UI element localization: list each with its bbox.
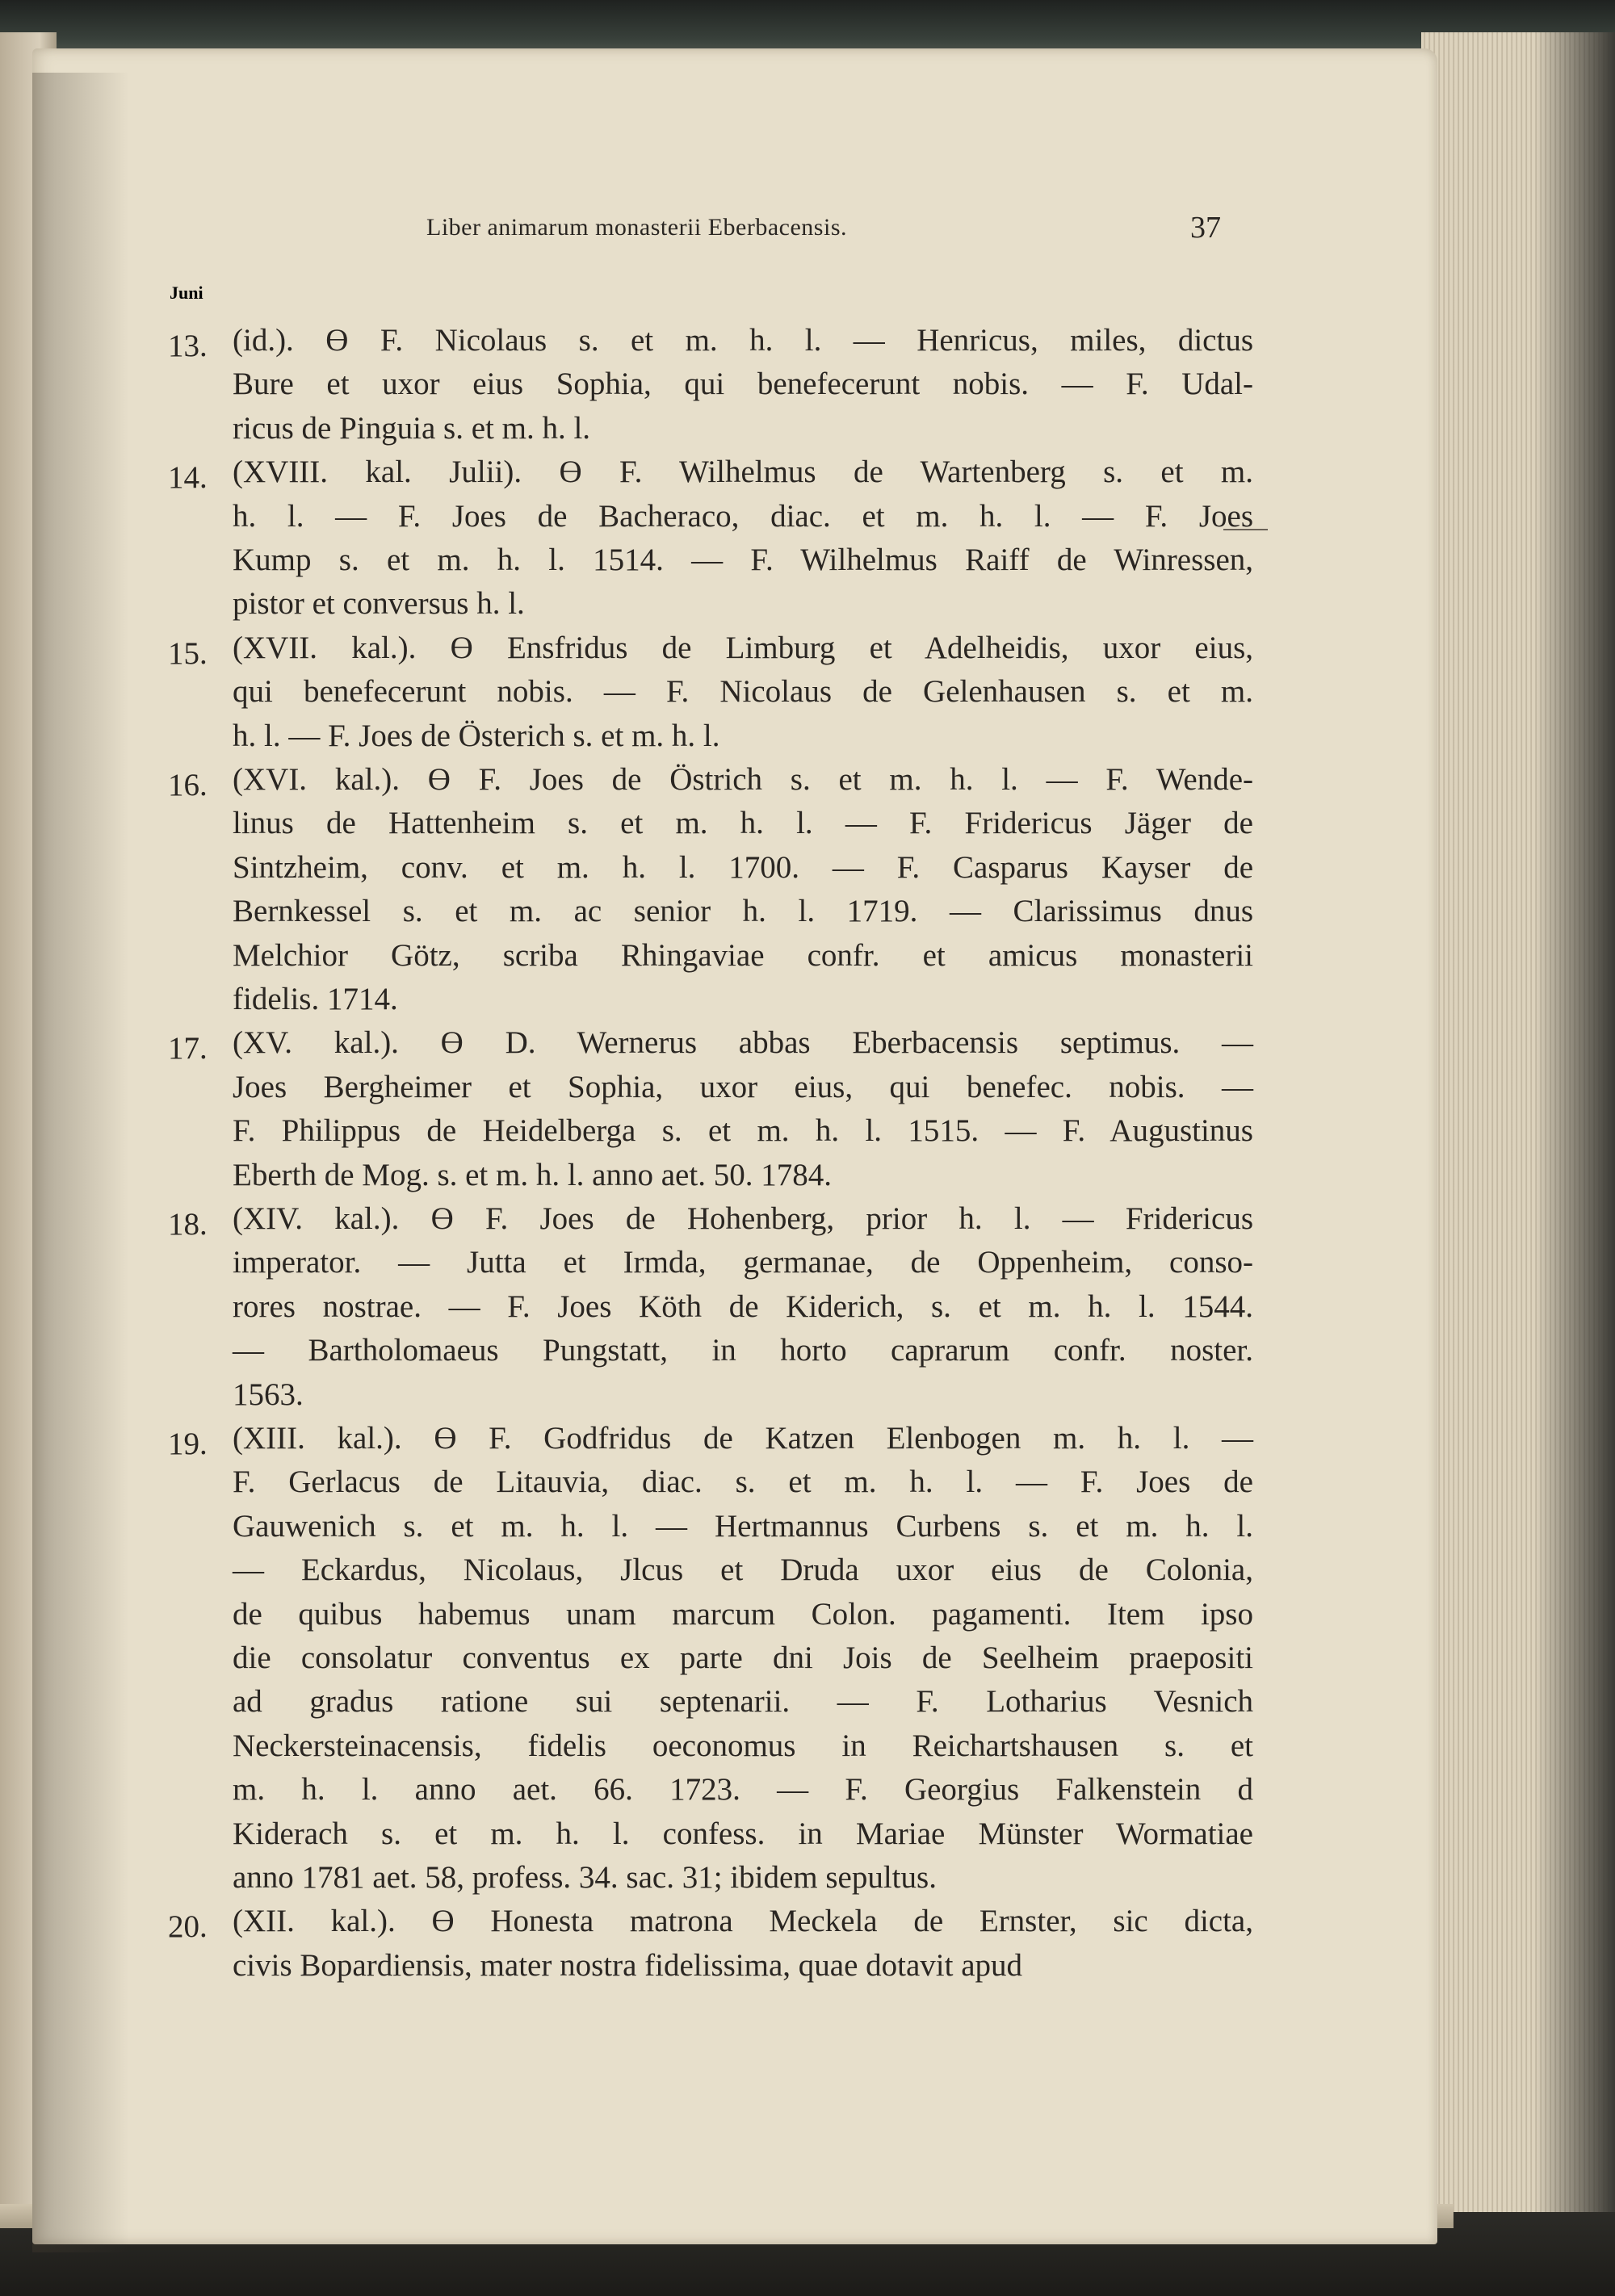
entry-text-line: ad gradus ratione sui septenarii. — F. Lotharius Vesnich [233, 1684, 1253, 1720]
entry-text-line: (XV. kal.). ϴ D. Wernerus abbas Eberbacensis septimus. — [233, 1025, 1253, 1061]
entry-number: 15. [168, 635, 208, 671]
entry-number: 20. [168, 1909, 208, 1945]
entry-text-line: h. l. — F. Joes de Österich s. et m. h. l. [233, 718, 720, 753]
entry-text-line: (XIV. kal.). ϴ F. Joes de Hohenberg, prior h. l. — Fridericus [233, 1201, 1253, 1236]
entry-text-line: Neckersteinacensis, fidelis oeconomus in Reichartshausen s. et [233, 1728, 1253, 1763]
entry-text-line: rores nostrae. — F. Joes Köth de Kiderich, s. et m. h. l. 1544. [233, 1288, 1253, 1324]
entry-text-line: Eberth de Mog. s. et m. h. l. anno aet. 50. 1784. [233, 1157, 832, 1192]
entry-text-line: (XII. kal.). ϴ Honesta matrona Meckela de Ernster, sic dicta, [233, 1904, 1253, 1939]
entry-text-line: — Eckardus, Nicolaus, Jlcus et Druda uxor eius de Colonia, [233, 1552, 1253, 1588]
page-stack-edges [1421, 32, 1615, 2228]
entry-text-line: linus de Hattenheim s. et m. h. l. — F. Fridericus Jäger de [233, 806, 1253, 841]
entry-text-line: Bernkessel s. et m. ac senior h. l. 1719. — Clarissimus dnus [233, 894, 1253, 929]
entry-text-line: (XIII. kal.). ϴ F. Godfridus de Katzen Elenbogen m. h. l. — [233, 1421, 1253, 1456]
running-title: Liber animarum monasterii Eberbacensis. [426, 214, 847, 241]
entry-text-line: F. Philippus de Heidelberga s. et m. h. l. 1515. — F. Augustinus [233, 1113, 1253, 1149]
entry-text-line: (XVIII. kal. Julii). ϴ F. Wilhelmus de Wartenberg s. et m. [233, 455, 1253, 490]
entry-text-line: civis Bopardiensis, mater nostra fidelissima, quae dotavit apud [233, 1947, 1023, 1983]
entry-text-line: de quibus habemus unam marcum Colon. pagamenti. Item ipso [233, 1596, 1253, 1632]
entry-text-line: 1563. [233, 1376, 304, 1412]
entry-text-line: imperator. — Jutta et Irmda, germanae, de Oppenheim, conso- [233, 1245, 1253, 1280]
page-number: 37 [1190, 211, 1221, 245]
entry-text-line: pistor et conversus h. l. [233, 586, 525, 622]
entry-number: 17. [168, 1031, 208, 1066]
entry-text-line: F. Gerlacus de Litauvia, diac. s. et m. h. l. — F. Joes de [233, 1464, 1253, 1500]
entry-text-line: anno 1781 aet. 58, profess. 34. sac. 31; ibidem sepultus. [233, 1860, 937, 1895]
entry-text-line: Kiderach s. et m. h. l. confess. in Mariae Münster Wormatiae [233, 1816, 1253, 1851]
entry-text-line: (XVII. kal.). ϴ Ensfridus de Limburg et Adelheidis, uxor eius, [233, 630, 1253, 665]
entry-text-line: Gauwenich s. et m. h. l. — Hertmannus Curbens s. et m. h. l. [233, 1508, 1253, 1544]
entry-text-line: (XVI. kal.). ϴ F. Joes de Östrich s. et m. h. l. — F. Wende- [233, 762, 1253, 797]
entry-text-line: m. h. l. anno aet. 66. 1723. — F. Georgius Falkenstein d [233, 1772, 1253, 1808]
entry-text-line: Melchior Götz, scriba Rhingaviae confr. et amicus monasterii [233, 937, 1253, 973]
entry-text-line: Kump s. et m. h. l. 1514. — F. Wilhelmus Raiff de Winressen, [233, 543, 1253, 577]
entry-text-line: Joes Bergheimer et Sophia, uxor eius, qui benefec. nobis. — [233, 1069, 1253, 1104]
entry-number: 13. [168, 329, 208, 363]
entry-number: 16. [168, 768, 208, 802]
month-label: Juni [170, 283, 203, 303]
entry-number: 18. [168, 1207, 208, 1242]
spine-shadow [32, 73, 129, 2252]
entry-text-line: fidelis. 1714. [233, 982, 398, 1016]
entry-text-line: ricus de Pinguia s. et m. h. l. [233, 410, 591, 446]
entry-text-line: h. l. — F. Joes de Bacheraco, diac. et m. h. l. — F. Joes [233, 498, 1253, 534]
entry-number: 19. [168, 1427, 208, 1461]
entry-number: 14. [168, 460, 208, 496]
entry-text-line: Bure et uxor eius Sophia, qui benefecerunt nobis. — F. Udal- [233, 367, 1253, 402]
book-page [32, 48, 1437, 2244]
entry-text-line: qui benefecerunt nobis. — F. Nicolaus de Gelenhausen s. et m. [233, 674, 1253, 710]
entry-text-line: die consolatur conventus ex parte dni Jois de Seelheim praepositi [233, 1640, 1253, 1675]
entry-text-line: — Bartholomaeus Pungstatt, in horto caprarum confr. noster. [233, 1333, 1253, 1368]
entry-text-line: Sintzheim, conv. et m. h. l. 1700. — F. Casparus Kayser de [233, 849, 1253, 885]
entry-text-line: (id.). ϴ F. Nicolaus s. et m. h. l. — Henricus, miles, dictus [233, 323, 1253, 358]
